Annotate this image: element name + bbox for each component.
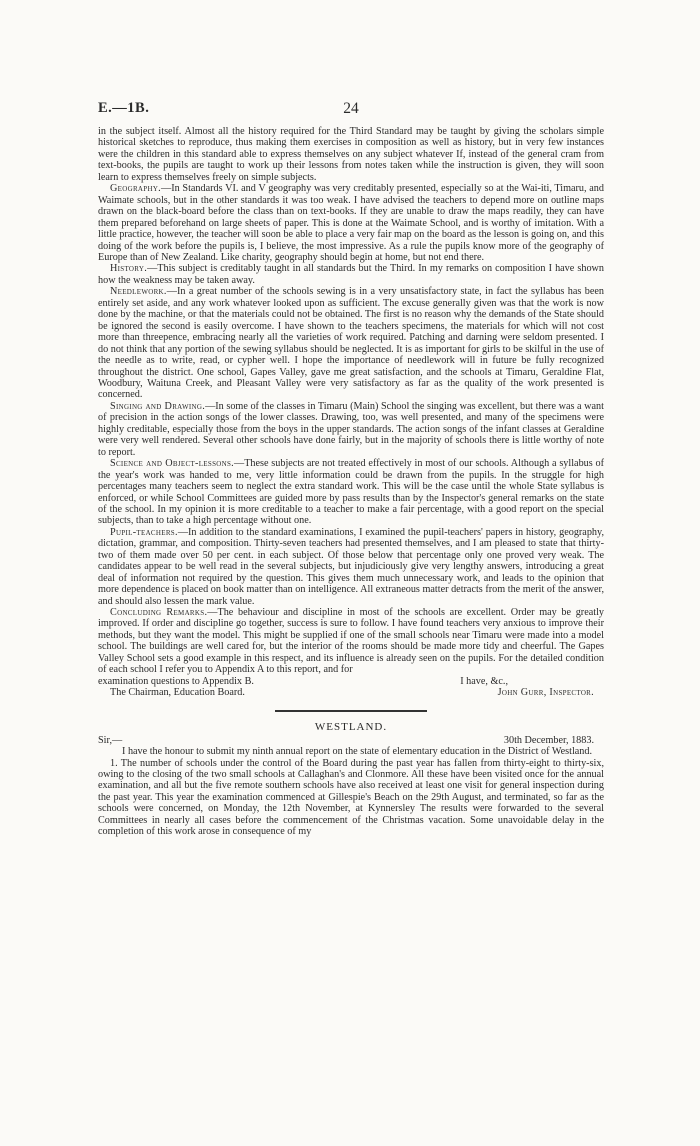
paragraph-singing-drawing [98,401,604,458]
closing-valediction: I have, &c., [460,675,508,687]
paragraph-text: —In addition to the standard examinations, I examined the pupil-teachers' papers in history, geography, dictation, grammar, and composition. Thirty-seven teachers had presented themselves, and I am pleased to state that thirty-two of them made over 50 per cent. in each subject. Of those below that percentage only one proved very weak. The candidates appear to be well read in the several subjects, but injudiciously give very lengthy answers, introducing a great deal of information not required by the question. This gives them much unnecessary work, and leads to the opinion that more dependence is placed on book matter than on intelligence. All extraneous matter detracts from the merit of the answer, and should also lessen the mark value. [98,526,604,607]
section-heading: Singing and Drawing. [110,400,206,412]
addressee: The Chairman, Education Board. [110,687,245,699]
section-heading: Needlework. [110,286,167,298]
section-title-westland: WESTLAND. [314,720,388,733]
paragraph-text: in the subject itself. Almost all the history required for the Third Standard may be taught by giving the scholars simple historical sketches to reproduce, thus making them exercises in composition as well as history, but in very few instances were the children in this standard able to express themselves on any subject whatever If, instead of the general cram from text-books, the pupils are taught to work up their lessons from notes taken while the instruction is given, they will soon learn to express themselves freely on simple subjects. [98,126,604,183]
paragraph-history [98,263,604,286]
closing-line-1 [98,676,604,687]
section-heading: Science and Object-lessons. [110,458,235,470]
page-header [98,100,604,122]
paragraph-text: —This subject is creditably taught in all standards but the Third. In my remarks on composition I have shown how the weakness may be taken away. [98,263,604,286]
paragraph-text: —The behaviour and discipline in most of the schools are excellent. Order may be greatly improved. If order and discipline go together, success is sure to follow. I have found teachers very anxious to improve their methods, but they want the model. This might be supplied if one of the small schools near Timaru were made into a model school. The buildings are well cared for, but the interior of the rooms should be made more tidy and cheerful. The Gapes Valley School sets a good example in this respect, and its influence is already seen on the pupils. For the detailed condition of each school I refer you to Appendix A to this report, and for [98,607,604,676]
salutation: Sir,— [98,734,123,746]
paragraph-history-continued [98,126,604,183]
document-page [98,100,604,838]
salutation-line [98,735,604,746]
section-heading: Pupil-teachers. [110,526,178,538]
closing-text: examination questions to Appendix B. [98,675,254,687]
paragraph-text: —In some of the classes in Timaru (Main) School the singing was excellent, but there was a want of precision in the action songs of the lower classes. Drawing, too, was well presented, and many of the specimens were highly creditable, especially those from the boys in the upper standards. The action songs of the infant classes at Geraldine were very well rendered. Several other schools have done fairly, but in the majority of schools there is little worthy of note to report. [98,400,604,458]
paragraph-needlework [98,286,604,401]
paragraph-text: —In Standards VI. and V geography was very creditably presented, especially so at the Wai-iti, Timaru, and Waimate schools, but in the other standards it was too weak. I have advised the teachers to depend more on outline maps drawn on the black-board before the class than on text-books. If they are unable to draw the maps readily, they can have them prepared beforehand on large sheets of paper. This is done at the Waimate School, and is worthy of imitation. With a little practice, however, the teacher will soon be able to place a very fair map on the board as the lesson is going on, and this doing of the work before the pupils is, I believe, the most impressive. As a rule the pupils know more of the geography of Europe than of New Zealand. Like charity, geography should begin at home, but not end there. [98,183,604,263]
paragraph-science [98,458,604,527]
paragraph-text: 1. The number of schools under the control of the Board during the past year has fallen from thirty-eight to thirty-six, owing to the closing of the two small schools at Callaghan's and Clonmore. All these have been visited once for the annual examination, and all but the five remote southern schools have also received at least one visit for general inspection during the past year. This year the examination commenced at Gillespie's Beach on the 29th August, and terminated, so far as the schools were concerned, on Monday, the 12th November, at Kynnersley The results were forwarded to the several Committees in nearly all cases before the commencement of the Christmas vacation. Some unavoidable delay in the completion of this work arose in consequence of my [98,757,604,838]
paragraph-westland-1 [98,758,604,838]
signature: John Gurr, Inspector. [497,687,594,699]
page-number: 24 [343,100,359,117]
closing-line-2 [98,687,604,698]
paragraph-concluding [98,607,604,676]
section-heading: Geography. [110,183,162,195]
paragraph-text: —These subjects are not treated effectively in most of our schools. Although a syllabus of the year's work was handed to me, very little information could be drawn from the pupils. In the struggle for high percentages many teachers seem to neglect the extra standard work. This will be the case until the whole State syllabus is enforced, or while School Committees are guided more by pass results than by the Inspector's general remarks on the state of the school. In my opinion it is more creditable to a teacher to make a fair percentage, with a good report on the special subjects, than to take a high percentage without one. [98,458,604,527]
section-heading: History. [110,263,148,275]
section-divider [275,710,427,712]
paragraph-pupil-teachers [98,527,604,607]
series-code: E.—1B. [98,100,150,116]
paragraph-westland-intro [98,746,604,757]
paragraph-geography [98,183,604,263]
section-heading: Concluding Remarks. [110,607,208,619]
report-date: 30th December, 1883. [503,734,594,746]
paragraph-text: —In a great number of the schools sewing is in a very unsatisfactory state, in fact the syllabus has been entirely set aside, and any work whatever looked upon as sufficient. The excuse generally given was that the work is now done by the machine, or that the materials could not be obtained. The first is no reason why the demands of the State should be ignored the second is easily overcome. I have shown to the teachers specimens, the materials for which will not cost more than threepence, embracing nearly all the varieties of work required. Patching and darning were seldom presented. I do not think that any portion of the sewing syllabus should be neglected. It is as important for girls to be skilful in the use of the needle as to write, read, or cypher well. I hope the importance of needlework will in future be fully recognized throughout the district. One school, Gapes Valley, gave me great satisfaction, and the schools at Timaru, Geraldine Flat, Woodbury, Waituna Creek, and Pleasant Valley were very satisfactory as far as the quality of the work presented is concerned. [98,286,604,401]
paragraph-text: I have the honour to submit my ninth annual report on the state of elementary education in the District of Westland. [122,746,593,758]
